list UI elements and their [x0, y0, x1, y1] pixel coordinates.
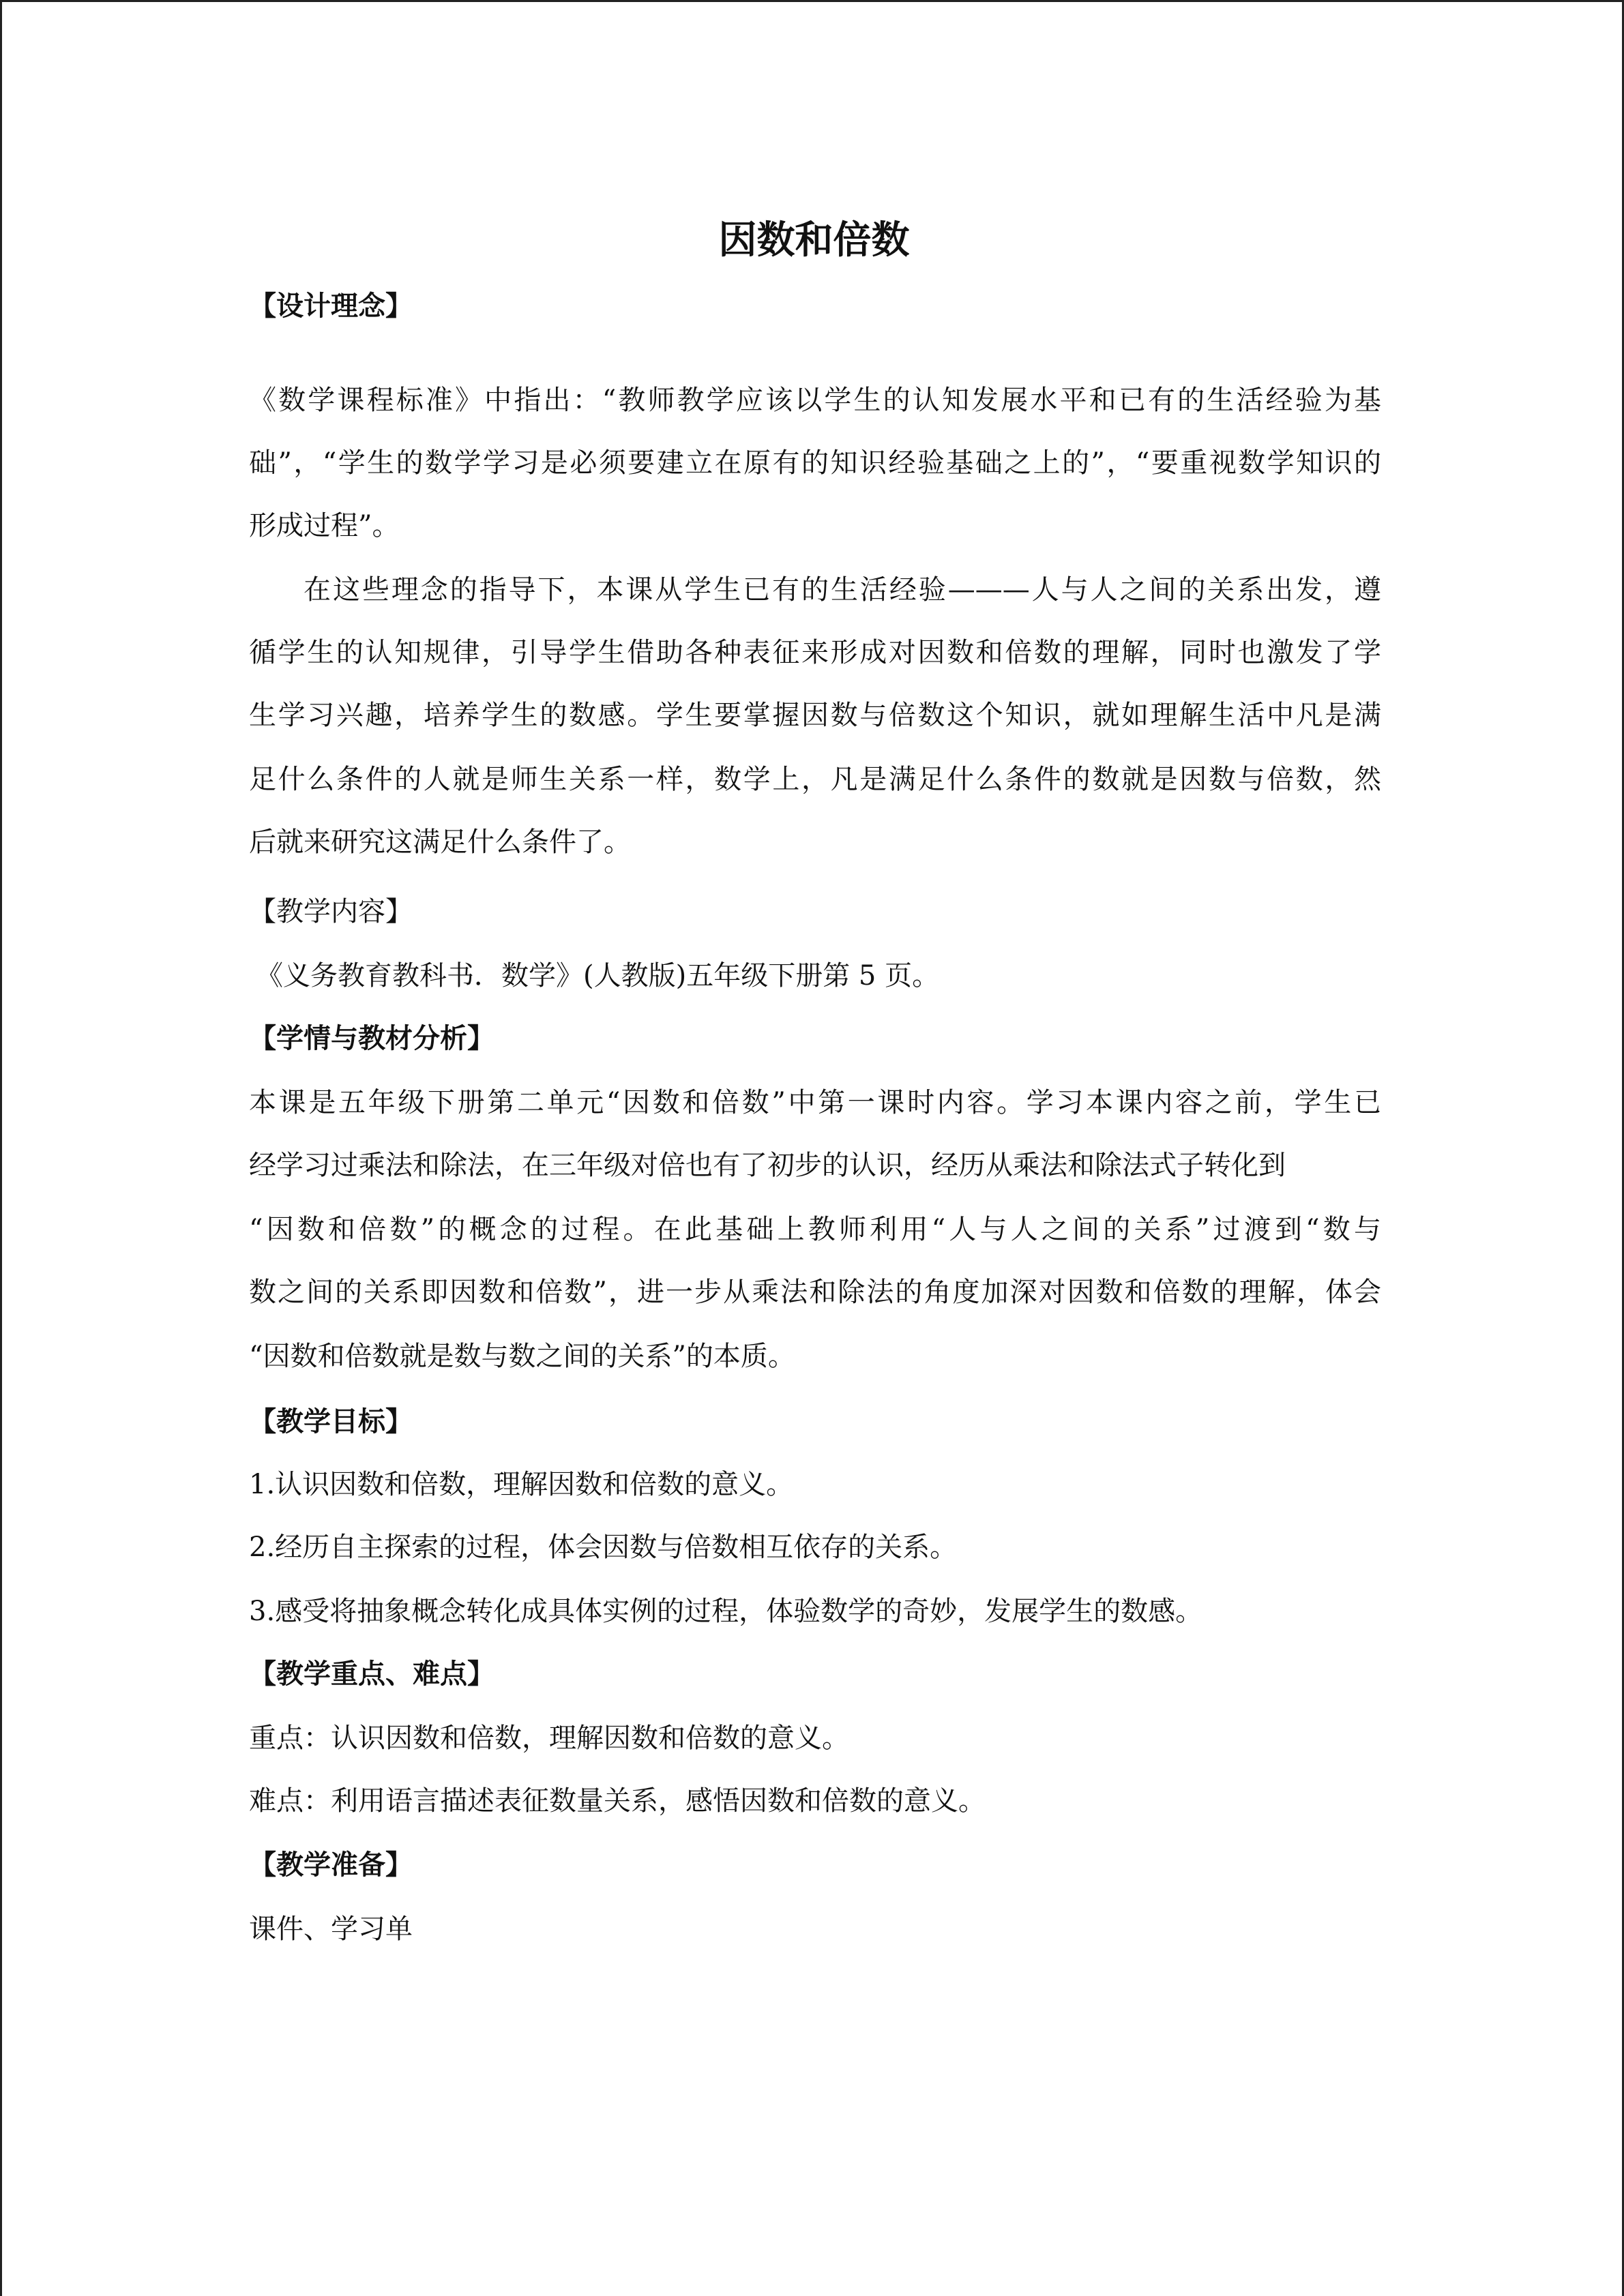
list-item: 2.经历自主探索的过程，体会因数与倍数相互依存的关系。 — [249, 1532, 958, 1563]
paragraph-line: 足什么条件的人就是师生关系一样，数学上，凡是满足什么条件的数就是因数与倍数，然 — [249, 764, 1381, 795]
paragraph-line: 经学习过乘法和除法，在三年级对倍也有了初步的认识，经历从乘法和除法式子转化到 — [249, 1150, 1286, 1181]
paragraph-line: 后就来研究这满足什么条件了。 — [249, 826, 631, 858]
list-item: 3.感受将抽象概念转化成具体实例的过程，体验数学的奇妙，发展学生的数感。 — [249, 1596, 1203, 1627]
paragraph-line: 数之间的关系即因数和倍数”，进一步从乘法和除法的角度加深对因数和倍数的理解，体会 — [249, 1277, 1381, 1308]
paragraph-line: 生学习兴趣，培养学生的数感。学生要掌握因数与倍数这个知识，就如理解生活中凡是满 — [249, 700, 1381, 731]
paragraph-line: 形成过程”。 — [249, 510, 400, 541]
paragraph-line: 难点：利用语言描述表征数量关系，感悟因数和倍数的意义。 — [249, 1785, 986, 1817]
section-heading-keypoints: 【教学重点、难点】 — [249, 1658, 494, 1690]
document-title: 因数和倍数 — [718, 218, 910, 263]
paragraph-line: 循学生的认知规律，引导学生借助各种表征来形成对因数和倍数的理解，同时也激发了学 — [249, 637, 1381, 668]
paragraph-line: “因数和倍数”的概念的过程。在此基础上教师利用“人与人之间的关系”过渡到“数与 — [249, 1214, 1381, 1245]
paragraph-line: 《数学课程标准》中指出：“教师教学应该以学生的认知发展水平和已有的生活经验为基 — [249, 385, 1381, 416]
paragraph-line: 重点：认识因数和倍数，理解因数和倍数的意义。 — [249, 1723, 849, 1754]
paragraph-line: 《义务教育教科书．数学》(人教版)五年级下册第 5 页。 — [256, 960, 940, 992]
paragraph-line: 课件、学习单 — [249, 1913, 413, 1945]
paragraph-line: 础”，“学生的数学学习是必须要建立在原有的知识经验基础之上的”，“要重视数学知识的 — [249, 447, 1381, 479]
list-item: 1.认识因数和倍数，理解因数和倍数的意义。 — [249, 1469, 794, 1500]
section-heading-analysis: 【学情与教材分析】 — [249, 1023, 494, 1054]
section-heading-prep: 【教学准备】 — [249, 1849, 413, 1881]
paragraph-line: “因数和倍数就是数与数之间的关系”的本质。 — [249, 1341, 795, 1372]
section-heading-content: 【教学内容】 — [249, 896, 413, 927]
section-heading-design: 【设计理念】 — [249, 290, 413, 322]
section-heading-goals: 【教学目标】 — [249, 1406, 413, 1437]
paragraph-line: 在这些理念的指导下，本课从学生已有的生活经验———人与人之间的关系出发，遵 — [304, 574, 1381, 606]
paragraph-line: 本课是五年级下册第二单元“因数和倍数”中第一课时内容。学习本课内容之前，学生已 — [249, 1087, 1381, 1118]
